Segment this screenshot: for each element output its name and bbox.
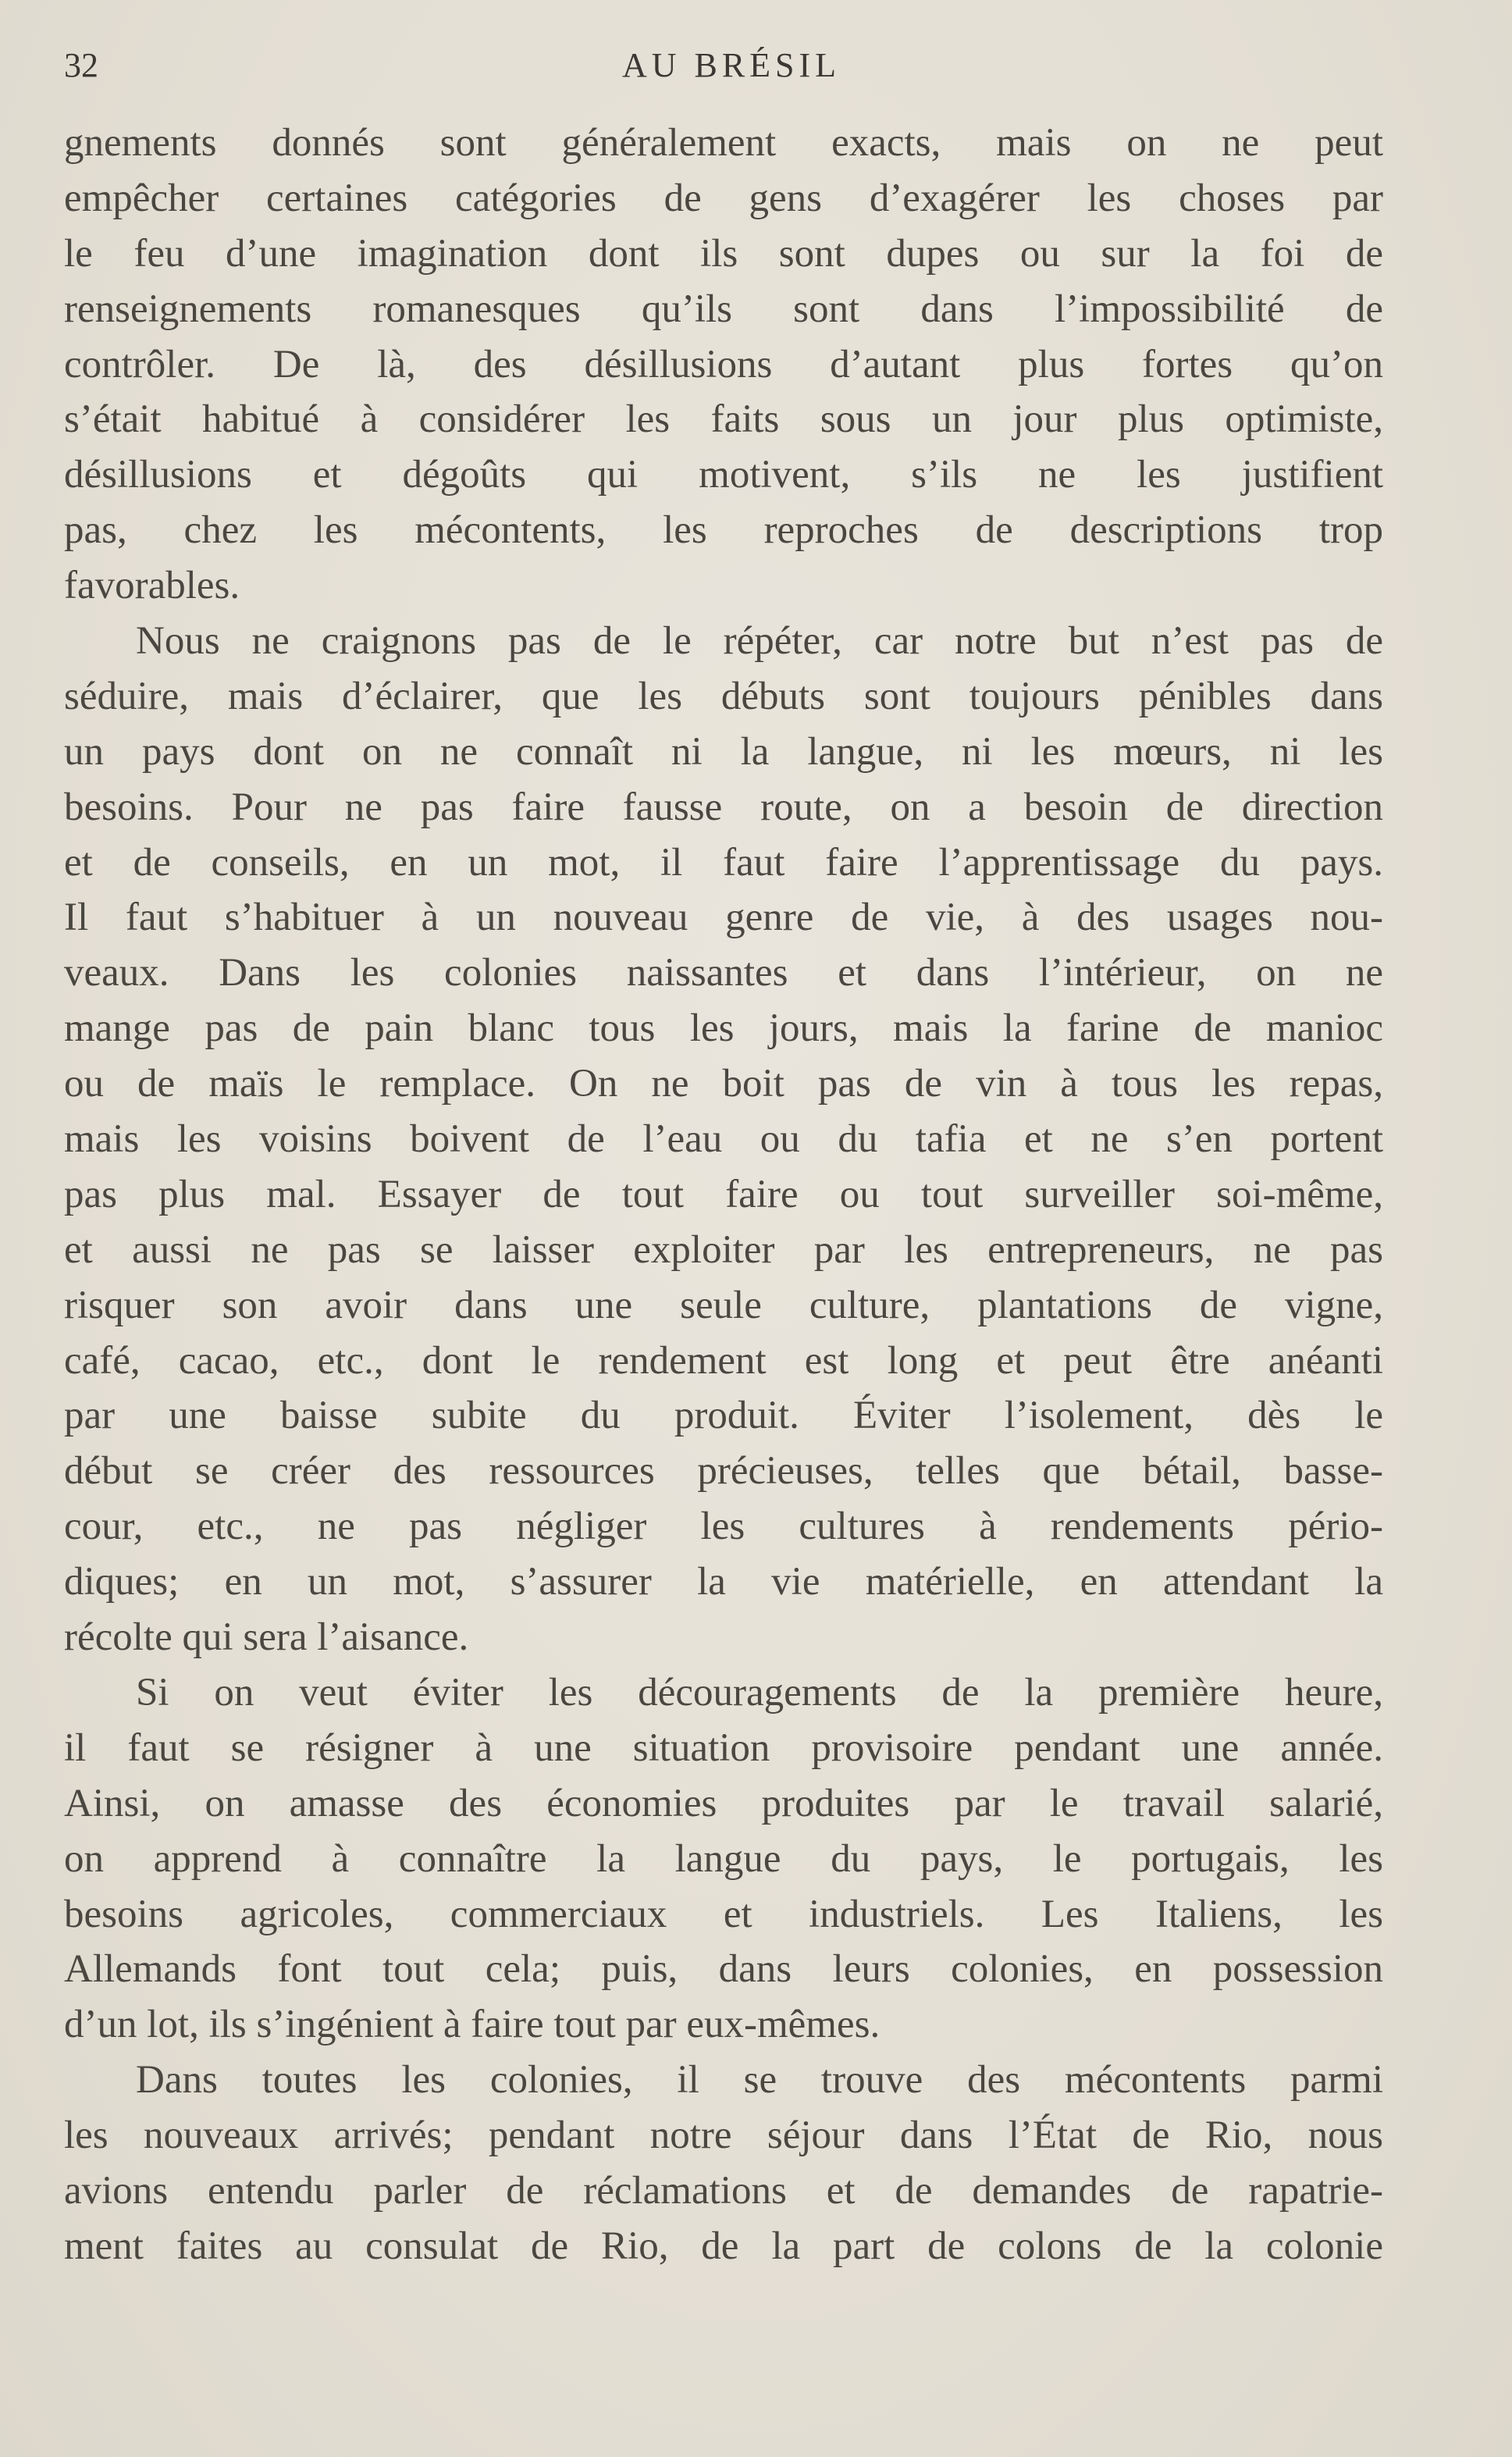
running-title: AU BRÉSIL: [621, 46, 841, 84]
text-line: récolte qui sera l’aisance.: [64, 1615, 469, 1660]
text-line: mais les voisins boivent de l’eau ou du tafia et ne s’en portent: [64, 1117, 1383, 1162]
text-line: besoins. Pour ne pas faire fausse route, on a besoin de direction: [64, 785, 1383, 829]
text-line: pas plus mal. Essayer de tout faire ou tout surveiller soi-même,: [64, 1172, 1383, 1216]
text-line: empêcher certaines catégories de gens d’exagérer les choses par: [64, 176, 1383, 220]
text-line: favorables.: [64, 564, 240, 608]
text-line: ment faites au consulat de Rio, de la part de colons de la colonie: [64, 2224, 1383, 2268]
text-line: café, cacao, etc., dont le rendement est long et peut être anéanti: [64, 1338, 1383, 1383]
text-line: ou de maïs le remplace. On ne boit pas de vin à tous les repas,: [64, 1062, 1383, 1106]
text-line: Il faut s’habituer à un nouveau genre de vie, à des usages nou-: [64, 896, 1383, 940]
body-text: [64, 116, 1383, 2274]
page-number: 32: [64, 46, 98, 84]
text-line: un pays dont on ne connaît ni la langue, ni les mœurs, ni les: [64, 729, 1383, 774]
text-line: risquer son avoir dans une seule culture, plantations de vigne,: [64, 1283, 1383, 1327]
text-line: contrôler. De là, des désillusions d’autant plus fortes qu’on: [64, 342, 1383, 386]
text-line: Ainsi, on amasse des économies produites par le travail salarié,: [64, 1781, 1383, 1825]
text-line: s’était habitué à considérer les faits sous un jour plus optimiste,: [64, 397, 1383, 442]
text-line: mange pas de pain blanc tous les jours, mais la farine de manioc: [64, 1006, 1383, 1051]
paragraph-start-line: Si on veut éviter les découragements de la première heure,: [136, 1670, 1383, 1715]
text-line: pas, chez les mécontents, les reproches de descriptions trop: [64, 508, 1383, 553]
text-line: cour, etc., ne pas négliger les cultures à rendements pério-: [64, 1504, 1383, 1549]
paragraph-start-line: Nous ne craignons pas de le répéter, car notre but n’est pas de: [136, 619, 1383, 664]
text-line: d’un lot, ils s’ingénient à faire tout par eux-mêmes.: [64, 2003, 881, 2047]
text-line: et de conseils, en un mot, il faut faire l’apprentissage du pays.: [64, 840, 1383, 885]
text-line: on apprend à connaître la langue du pays, le portugais, les: [64, 1836, 1383, 1881]
text-line: il faut se résigner à une situation provisoire pendant une année.: [64, 1725, 1383, 1770]
text-line: diques; en un mot, s’assurer la vie matérielle, en attendant la: [64, 1560, 1383, 1604]
text-line: avions entendu parler de réclamations et de demandes de rapatrie-: [64, 2168, 1383, 2213]
text-line: les nouveaux arrivés; pendant notre séjour dans l’État de Rio, nous: [64, 2113, 1383, 2158]
paragraph-start-line: Dans toutes les colonies, il se trouve des mécontents parmi: [136, 2058, 1383, 2103]
text-line: gnements donnés sont généralement exacts, mais on ne peut: [64, 121, 1383, 165]
text-line: début se créer des ressources précieuses, telles que bétail, basse-: [64, 1449, 1383, 1494]
text-line: séduire, mais d’éclairer, que les débuts sont toujours pénibles dans: [64, 674, 1383, 718]
text-line: et aussi ne pas se laisser exploiter par les entrepreneurs, ne pas: [64, 1227, 1383, 1272]
text-line: veaux. Dans les colonies naissantes et dans l’intérieur, on ne: [64, 951, 1383, 995]
text-line: renseignements romanesques qu’ils sont dans l’impossibilité de: [64, 287, 1383, 331]
text-line: besoins agricoles, commerciaux et industriels. Les Italiens, les: [64, 1892, 1383, 1936]
text-line: désillusions et dégoûts qui motivent, s’ils ne les justifient: [64, 453, 1383, 497]
page-header: [64, 45, 1383, 92]
text-line: le feu d’une imagination dont ils sont dupes ou sur la foi de: [64, 231, 1383, 276]
text-line: Allemands font tout cela; puis, dans leurs colonies, en possession: [64, 1947, 1383, 1992]
text-line: par une baisse subite du produit. Éviter l’isolement, dès le: [64, 1394, 1383, 1438]
